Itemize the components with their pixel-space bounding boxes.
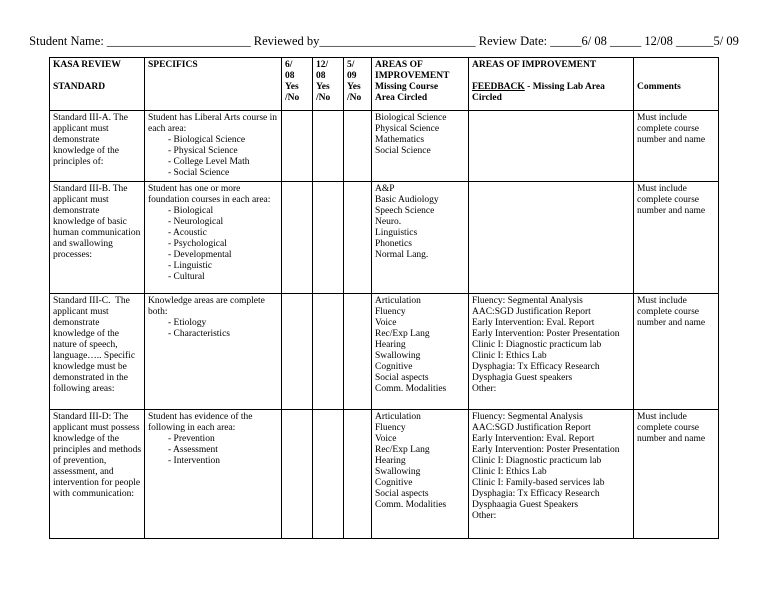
area-item: Comm. Modalities [375, 384, 447, 394]
check-6-08-cell[interactable] [282, 111, 313, 182]
standard-line: Standard III-C. The [53, 296, 130, 306]
col-12-08-header: 12/ 08 Yes /No [313, 58, 344, 111]
specifics-item: - Characteristics [168, 329, 230, 339]
specifics-header [145, 58, 282, 111]
standard-cell [50, 410, 145, 539]
standard-line: and swallowing [53, 239, 113, 249]
standard-line: nature of speech, [53, 340, 118, 350]
area-item: Rec/Exp Lang [375, 329, 430, 339]
comment-line: Must include [637, 184, 687, 194]
standard-line: demonstrate [53, 135, 100, 145]
table-row [50, 111, 719, 182]
comment-line: number and name [637, 135, 706, 145]
specifics-item: - College Level Math [168, 157, 250, 167]
comment-line: complete course [637, 195, 699, 205]
standard-line: demonstrate [53, 206, 100, 216]
specifics-item: - Biological [168, 206, 214, 216]
area-item: Hearing [375, 340, 406, 350]
specifics-cell [145, 111, 282, 182]
standard-line: demonstrated in the [53, 373, 128, 383]
areas-missing-course-header: AREAS OF IMPROVEMENT Missing Course Area Circled [372, 58, 469, 111]
area-item: Social Science [375, 146, 431, 156]
area-item: Speech Science [375, 206, 435, 216]
feedback-item: Fluency: Segmental Analysis [472, 296, 583, 306]
comment-line: number and name [637, 318, 706, 328]
comment-line: Must include [637, 296, 687, 306]
specifics-intro-line: foundation courses in each area: [148, 195, 271, 205]
standard-line: human communication [53, 228, 141, 238]
area-item: Articulation [375, 296, 421, 306]
standard-label: STANDARD [53, 82, 106, 92]
feedback-item: Clinic I: Family-based services lab [472, 478, 605, 488]
area-item: Cognitive [375, 362, 413, 372]
area-item: Physical Science [375, 124, 440, 134]
feedback-item: Clinic I: Ethics Lab [472, 467, 547, 477]
check-6-08-cell[interactable] [282, 182, 313, 294]
check-5-09-cell[interactable] [344, 182, 372, 294]
feedback-item: Dysphagia: Tx Efficacy Research [472, 489, 600, 499]
standard-line: processes: [53, 250, 93, 260]
col-5-09-header: 5/ 09 Yes /No [344, 58, 372, 111]
feedback-item: Early Intervention: Eval. Report [472, 434, 595, 444]
areas-missing-course-cell [372, 294, 469, 410]
specifics-item: - Etiology [168, 318, 207, 328]
feedback-cell [469, 294, 634, 410]
kasa-standard-header [50, 58, 145, 111]
table-row [50, 410, 719, 539]
standard-line: following areas: [53, 384, 115, 394]
specifics-item: - Physical Science [168, 146, 238, 156]
standard-line: applicant must [53, 307, 109, 317]
feedback-item: Clinic I: Diagnostic practicum lab [472, 456, 602, 466]
specifics-item: - Prevention [168, 434, 215, 444]
standard-line: assessment, and [53, 467, 114, 477]
standard-cell [50, 111, 145, 182]
area-item: Fluency [375, 307, 406, 317]
specifics-item: - Intervention [168, 456, 220, 466]
header-line: Student Name: _______________________ Reviewed by_________________________ Review Date: _____6/ 08 _____ 12/08 ______5/ 09 [29, 34, 739, 48]
specifics-item: - Cultural [168, 272, 205, 282]
standard-line: with communication: [53, 489, 135, 499]
feedback-item: Dysphagia Guest speakers [472, 373, 573, 383]
area-item: Comm. Modalities [375, 500, 447, 510]
comment-line: number and name [637, 206, 706, 216]
specifics-item: - Acoustic [168, 228, 207, 238]
feedback-item: Early Intervention: Poster Presentation [472, 329, 620, 339]
specifics-intro-line: Knowledge areas are complete [148, 296, 265, 306]
specifics-item: - Assessment [168, 445, 218, 455]
kasa-review-table [49, 57, 719, 539]
feedback-item: Other: [472, 384, 497, 394]
specifics-item: - Developmental [168, 250, 232, 260]
areas-missing-course-cell [372, 111, 469, 182]
table-row [50, 182, 719, 294]
specifics-item: - Social Science [168, 168, 230, 178]
comment-cell [634, 182, 719, 294]
comment-line: complete course [637, 124, 699, 134]
standard-line: knowledge of the [53, 434, 119, 444]
feedback-item: AAC:SGD Justification Report [472, 307, 591, 317]
comment-line: complete course [637, 423, 699, 433]
standard-line: principles of: [53, 157, 104, 167]
specifics-cell [145, 410, 282, 539]
area-item: Rec/Exp Lang [375, 445, 430, 455]
standard-line: intervention for people [53, 478, 141, 488]
area-item: Linguistics [375, 228, 418, 238]
area-item: Hearing [375, 456, 406, 466]
comment-cell [634, 111, 719, 182]
area-item: Social aspects [375, 489, 429, 499]
area-item: Swallowing [375, 467, 421, 477]
check-12-08-cell[interactable] [313, 111, 344, 182]
feedback-item: Fluency: Segmental Analysis [472, 412, 583, 422]
standard-line: principles and methods [53, 445, 142, 455]
comment-cell [634, 294, 719, 410]
check-12-08-cell[interactable] [313, 410, 344, 539]
standard-cell [50, 182, 145, 294]
area-item: Swallowing [375, 351, 421, 361]
area-item: Phonetics [375, 239, 412, 249]
area-item: Voice [375, 434, 397, 444]
comment-line: Must include [637, 113, 687, 123]
standard-line: knowledge of the [53, 146, 119, 156]
specifics-label: SPECIFICS [148, 60, 198, 70]
specifics-intro-line: following in each area: [148, 423, 236, 433]
feedback-item: Other: [472, 511, 497, 521]
areas-feedback-header: AREAS OF IMPROVEMENT FEEDBACK - Missing Lab Area Circled [469, 58, 634, 111]
area-item: Neuro. [375, 217, 402, 227]
areas-missing-course-cell [372, 182, 469, 294]
comments-label: Comments [637, 82, 681, 92]
kasa-review-label: KASA REVIEW [53, 60, 121, 70]
feedback-item: AAC:SGD Justification Report [472, 423, 591, 433]
area-item: Mathematics [375, 135, 425, 145]
check-6-08-cell[interactable] [282, 410, 313, 539]
specifics-item: - Neurological [168, 217, 224, 227]
standard-line: demonstrate [53, 318, 100, 328]
feedback-item: Clinic I: Ethics Lab [472, 351, 547, 361]
feedback-item: Early Intervention: Poster Presentation [472, 445, 620, 455]
standard-line: knowledge must be [53, 362, 127, 372]
standard-line: applicant must [53, 195, 109, 205]
comment-line: number and name [637, 434, 706, 444]
area-item: Voice [375, 318, 397, 328]
area-item: Fluency [375, 423, 406, 433]
areas-missing-course-cell [372, 410, 469, 539]
check-6-08-cell[interactable] [282, 294, 313, 410]
specifics-cell [145, 294, 282, 410]
standard-line: Standard III-D: The [53, 412, 129, 422]
comment-cell [634, 410, 719, 539]
specifics-cell [145, 182, 282, 294]
feedback-cell [469, 111, 634, 182]
standard-line: Standard III-B. The [53, 184, 128, 194]
area-item: Articulation [375, 412, 421, 422]
standard-line: language….. Specific [53, 351, 136, 361]
check-5-09-cell[interactable] [344, 294, 372, 410]
standard-line: knowledge of the [53, 329, 119, 339]
comment-line: Must include [637, 412, 687, 422]
feedback-item: Dysphaagia Guest Speakers [472, 500, 579, 510]
comments-header [634, 58, 719, 111]
check-5-09-cell[interactable] [344, 410, 372, 539]
specifics-intro-line: Student has Liberal Arts course in [148, 113, 278, 123]
check-12-08-cell[interactable] [313, 182, 344, 294]
standard-line: knowledge of basic [53, 217, 127, 227]
specifics-intro-line: each area: [148, 124, 187, 134]
standard-line: applicant must [53, 124, 109, 134]
area-item: Social aspects [375, 373, 429, 383]
feedback-label: FEEDBACK [472, 82, 525, 92]
col-6-08-header: 6/ 08 Yes /No [282, 58, 313, 111]
table-row [50, 294, 719, 410]
specifics-item: - Biological Science [168, 135, 246, 145]
specifics-intro-line: Student has evidence of the [148, 412, 253, 422]
check-5-09-cell[interactable] [344, 111, 372, 182]
standard-line: applicant must possess [53, 423, 140, 433]
area-item: Cognitive [375, 478, 413, 488]
standard-line: of prevention, [53, 456, 107, 466]
area-item: Biological Science [375, 113, 447, 123]
standard-cell [50, 294, 145, 410]
specifics-item: - Linguistic [168, 261, 213, 271]
feedback-cell [469, 410, 634, 539]
area-item: A&P [375, 184, 395, 194]
feedback-cell [469, 182, 634, 294]
table-header-row [50, 58, 719, 111]
check-12-08-cell[interactable] [313, 294, 344, 410]
area-item: Normal Lang. [375, 250, 429, 260]
specifics-item: - Psychological [168, 239, 227, 249]
feedback-item: Dysphagia: Tx Efficacy Research [472, 362, 600, 372]
area-item: Basic Audiology [375, 195, 439, 205]
specifics-intro-line: Student has one or more [148, 184, 241, 194]
comment-line: complete course [637, 307, 699, 317]
specifics-intro-line: both: [148, 307, 168, 317]
feedback-item: Clinic I: Diagnostic practicum lab [472, 340, 602, 350]
standard-line: Standard III-A. The [53, 113, 129, 123]
feedback-item: Early Intervention: Eval. Report [472, 318, 595, 328]
